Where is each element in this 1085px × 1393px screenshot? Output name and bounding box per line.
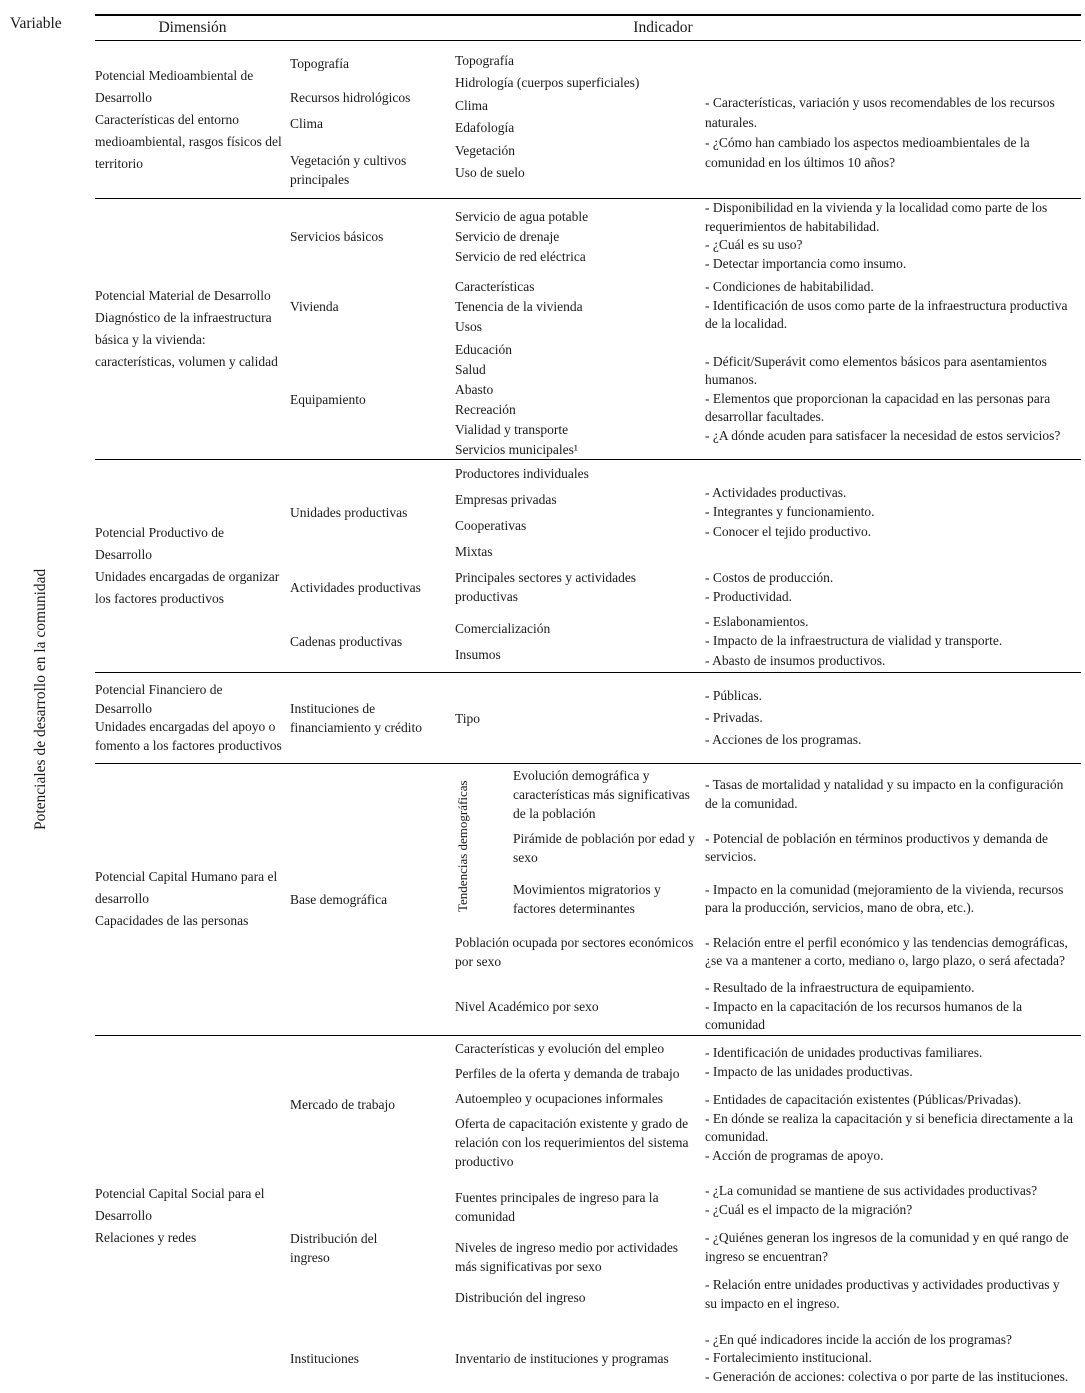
group-description: Relaciones y redes	[95, 1229, 197, 1245]
note-item: - Fortalecimiento institucional.	[705, 1350, 872, 1366]
note-item: - ¿Cómo han cambiado los aspectos medioambientales de la comunidad en los últimos 10 años?	[705, 134, 1030, 170]
indicator-label: Fuentes principales de ingreso para la comunidad	[455, 1190, 659, 1224]
dimension-label: Unidades productivas	[290, 504, 408, 520]
notes-cell	[705, 610, 1081, 672]
indicator-cell	[455, 339, 705, 459]
note-item: - Resultado de la infraestructura de equipamiento.	[705, 980, 975, 995]
note-item: - Características, variación y usos recomendables de los recursos naturales.	[705, 94, 1055, 130]
dimension-label: Topografía	[290, 56, 350, 71]
indicator-cell	[455, 460, 705, 564]
notes-cell	[705, 873, 1081, 925]
indicator-label: Evolución demográfica y características más significativas de la población	[513, 768, 690, 821]
indicator-label: Nivel Académico por sexo	[455, 999, 599, 1015]
note-item: - Abasto de insumos productivos.	[705, 652, 886, 668]
dimension-label: Instituciones	[290, 1351, 359, 1366]
note-item: - Tasas de mortalidad y natalidad y su impacto en la configuración de la comunidad.	[705, 777, 1064, 811]
indicator-label: Insumos	[455, 646, 501, 662]
indicator-label: Vegetación	[455, 142, 515, 158]
indicator-label: Mixtas	[455, 543, 493, 559]
tendencias-demograficas-rotated-label: Tendencias demográficas	[455, 779, 470, 912]
indicator-label: Características	[455, 278, 535, 294]
table-row	[290, 339, 1081, 459]
note-block	[705, 1182, 1075, 1219]
note-item: - Identificación de usos como parte de la infraestructura productiva de la localidad.	[705, 297, 1068, 332]
dimension-label: Actividades productivas	[290, 579, 421, 595]
note-item: - ¿Cuál es su uso?	[705, 237, 803, 252]
table-row	[290, 460, 1081, 564]
note-item: - Potencial de población en términos productivos y demanda de servicios.	[705, 830, 1049, 864]
group-potencial-financiero	[95, 673, 1081, 764]
group-description: Características del entorno medioambiental, rasgos físicos del territorio	[95, 111, 282, 171]
notes-cell	[705, 1322, 1081, 1393]
indicator-label: Inventario de instituciones y programas	[455, 1351, 669, 1366]
note-item: - Detectar importancia como insumo.	[705, 255, 907, 271]
dimension-label: Instituciones de financiamiento y crédito	[290, 700, 422, 735]
indicator-cell	[455, 273, 705, 339]
nested-rows	[513, 766, 1081, 925]
note-item: - ¿A dónde acuden para satisfacer la necesidad de estos servicios?	[705, 427, 1061, 443]
note-block	[705, 1044, 1075, 1081]
dimension-label: Servicios básicos	[290, 228, 384, 244]
notes-cell	[705, 979, 1081, 1035]
indicator-label: Niveles de ingreso medio por actividades más significativas por sexo	[455, 1240, 679, 1274]
indicator-label: Hidrología (cuerpos superficiales)	[455, 75, 640, 90]
group-title: Potencial Productivo de Desarrollo	[95, 525, 224, 562]
notes-cell	[705, 1174, 1081, 1322]
indicator-label: Servicio de red eléctrica	[455, 248, 586, 264]
indicator-label: Cooperativas	[455, 517, 527, 533]
group-rows	[290, 199, 1081, 459]
table-row	[455, 979, 1081, 1035]
note-item: - Identificación de unidades productivas familiares.	[705, 1045, 983, 1060]
table-row	[290, 199, 1081, 273]
note-item: - Relación entre el perfil económico y las tendencias demográficas, ¿se va a mantener a corto, mediano o, largo plazo, o será afectada?	[705, 934, 1068, 968]
note-item: - Públicas.	[705, 688, 762, 703]
note-item: - ¿La comunidad se mantiene de sus actividades productivas?	[705, 1183, 1038, 1198]
notes-cell	[705, 673, 1081, 763]
variable-column-label: Variable	[10, 15, 62, 32]
dimension-label: Distribución del ingreso	[290, 1230, 378, 1265]
dimension-cell	[290, 273, 455, 339]
indicator-cell	[455, 1174, 705, 1322]
indicator-label: Tenencia de la vivienda	[455, 298, 583, 314]
note-item: - Acción de programas de apoyo.	[705, 1147, 884, 1163]
indicator-label: Comercialización	[455, 620, 551, 636]
note-item: - Impacto en la comunidad (mejoramiento de la vivienda, recursos para la producción, servicios, mano de obra, etc.).	[705, 881, 1064, 915]
note-item: - Privadas.	[705, 710, 763, 725]
dimension-label: Clima	[290, 116, 323, 131]
table-row	[290, 610, 1081, 672]
group-title: Potencial Capital Humano para el desarrollo	[95, 869, 278, 907]
header-indicador: Indicador	[633, 19, 693, 36]
dimension-cell	[290, 1174, 455, 1322]
group-rows	[455, 764, 1081, 1035]
dimension-label: Equipamiento	[290, 391, 366, 407]
indicator-label: Tipo	[455, 710, 481, 726]
group-title: Potencial Material de Desarrollo	[95, 288, 271, 303]
note-block	[705, 1091, 1075, 1165]
indicator-cell	[455, 610, 705, 672]
indicator-label: Autoempleo y ocupaciones informales	[455, 1090, 664, 1106]
dimension-cell	[290, 673, 455, 763]
dimension-label: Cadenas productivas	[290, 633, 403, 649]
group-rows	[290, 460, 1081, 672]
indicator-label: Población ocupada por sectores económicos por sexo	[455, 935, 694, 969]
note-block	[705, 1229, 1075, 1266]
table-row	[513, 766, 1081, 823]
indicator-label: Salud	[455, 361, 486, 377]
notes-cell	[705, 199, 1081, 273]
table-row	[290, 273, 1081, 339]
table-row	[290, 1036, 1081, 1174]
indicator-label: Edafología	[455, 120, 515, 135]
table-row	[290, 1322, 1081, 1393]
dimension-cell	[290, 339, 455, 459]
note-item: - Eslabonamientos.	[705, 613, 809, 629]
dimension-cell	[290, 610, 455, 672]
indicator-label: Recreación	[455, 401, 516, 417]
indicator-cell	[455, 199, 705, 273]
table-row	[513, 823, 1081, 873]
group-title: Potencial Medioambiental de Desarrollo	[95, 67, 254, 105]
group-description: Unidades encargadas del apoyo o fomento a los factores productivos	[95, 719, 282, 753]
variable-cell	[95, 1036, 290, 1393]
variable-cell	[95, 673, 290, 763]
indicator-label: Distribución del ingreso	[455, 1290, 586, 1305]
note-item: - Impacto de las unidades productivas.	[705, 1063, 913, 1079]
indicator-label: Perfiles de la oferta y demanda de trabajo	[455, 1065, 680, 1081]
table-row	[455, 925, 1081, 979]
note-item: - Generación de acciones: colectiva o por parte de las instituciones.	[705, 1368, 1069, 1384]
indicator-label: Principales sectores y actividades productivas	[455, 570, 637, 604]
note-item: - Integrantes y funcionamiento.	[705, 504, 875, 520]
indicator-label: Pirámide de población por edad y sexo	[513, 831, 695, 865]
header-dimension: Dimensión	[158, 19, 227, 36]
group-potencial-medioambiental	[95, 41, 1081, 199]
note-block	[705, 1331, 1075, 1387]
note-item: - ¿Quiénes generan los ingresos de la comunidad y en qué rango de ingreso se encuentran?	[705, 1230, 1069, 1264]
indicator-label: Clima	[455, 97, 488, 113]
group-rows	[290, 1036, 1081, 1393]
note-item: - Productividad.	[705, 589, 792, 604]
variable-cell	[95, 41, 290, 198]
indicator-label: Servicio de agua potable	[455, 208, 589, 224]
group-columns	[290, 41, 1081, 198]
group-potencial-productivo	[95, 460, 1081, 673]
indicator-label: Oferta de capacitación existente y grado de relación con los requerimientos del sistema productivo	[455, 1115, 689, 1169]
table-row	[290, 1174, 1081, 1322]
notes-cell	[705, 339, 1081, 459]
group-potencial-material	[95, 199, 1081, 460]
note-item: - ¿Cuál es el impacto de la migración?	[705, 1201, 913, 1217]
note-item: - Condiciones de habitabilidad.	[705, 279, 874, 295]
rotated-label-cell	[455, 766, 513, 925]
note-item: - ¿En qué indicadores incide la acción de los programas?	[705, 1331, 1012, 1347]
indicator-cell	[513, 766, 705, 823]
dimension-label: Mercado de trabajo	[290, 1097, 395, 1112]
notes-cell	[705, 273, 1081, 339]
variable-cell	[95, 764, 290, 1035]
note-item: - Impacto de la infraestructura de vialidad y transporte.	[705, 633, 1003, 649]
indicator-label: Uso de suelo	[455, 165, 525, 180]
notes-cell	[705, 925, 1081, 979]
note-item: - Déficit/Superávit como elementos básicos para asentamientos humanos.	[705, 353, 1047, 388]
notes-cell	[705, 823, 1081, 873]
dimension-label: Vivienda	[290, 298, 339, 314]
dimension-cell	[290, 199, 455, 273]
indicator-label: Servicios municipales¹	[455, 441, 578, 457]
group-rows	[290, 673, 1081, 763]
group-potencial-capital-social	[95, 1036, 1081, 1393]
indicator-list	[455, 41, 705, 198]
indicator-label: Vialidad y transporte	[455, 421, 569, 437]
group-potencial-capital-humano	[95, 764, 1081, 1036]
indicator-label: Servicio de drenaje	[455, 228, 560, 244]
table-row	[290, 673, 1081, 763]
indicator-label: Características y evolución del empleo	[455, 1040, 665, 1056]
table-row	[513, 873, 1081, 925]
dimension-label: Base demográfica	[290, 891, 388, 907]
dimension-cell	[290, 764, 455, 1035]
indicator-label: Movimientos migratorios y factores determinantes	[513, 882, 661, 916]
variable-vertical-label: Potenciales de desarrollo en la comunidad	[32, 568, 49, 830]
table-row	[290, 564, 1081, 610]
note-item: - Relación entre unidades productivas y actividades productivas y su impacto en el ingreso.	[705, 1277, 1060, 1311]
notes-cell	[705, 41, 1081, 198]
variable-cell	[95, 460, 290, 672]
note-item: - Disponibilidad en la vivienda y la localidad como parte de los requerimientos de habitabilidad.	[705, 200, 1048, 234]
note-item: - Entidades de capacitación existentes (Públicas/Privadas).	[705, 1092, 1022, 1107]
note-item: - Acciones de los programas.	[705, 732, 862, 747]
indicator-cell	[455, 673, 705, 763]
indicator-cell	[455, 564, 705, 610]
indicator-cell	[455, 979, 705, 1035]
note-item: - Actividades productivas.	[705, 484, 847, 500]
note-item: - Costos de producción.	[705, 569, 834, 585]
notes-cell	[705, 564, 1081, 610]
variable-cell	[95, 199, 290, 459]
dimension-label: Vegetación y cultivos principales	[290, 153, 407, 187]
potentials-table	[95, 14, 1081, 1393]
dimension-label: Recursos hidrológicos	[290, 90, 411, 105]
note-item: - Elementos que proporcionan la capacidad en las personas para desarrollar facultades.	[705, 390, 1051, 425]
indicator-cell	[513, 823, 705, 873]
notes-cell	[705, 766, 1081, 823]
indicator-cell	[455, 1036, 705, 1174]
notes-cell	[705, 460, 1081, 564]
indicator-label: Educación	[455, 341, 512, 357]
indicator-cell	[455, 1322, 705, 1393]
note-item: - En dónde se realiza la capacitación y si beneficia directamente a la comunidad.	[705, 1110, 1074, 1144]
group-title: Potencial Capital Social para el Desarrollo	[95, 1185, 265, 1223]
indicator-cell	[513, 873, 705, 925]
indicator-cell	[455, 925, 705, 979]
group-description: Diagnóstico de la infraestructura básica y la vivienda: características, volumen y calidad	[95, 310, 278, 369]
note-block	[705, 1276, 1075, 1313]
dimension-cell	[290, 1322, 455, 1393]
indicator-label: Topografía	[455, 52, 515, 68]
note-item: - Conocer el tejido productivo.	[705, 523, 872, 539]
dimension-cell	[290, 1036, 455, 1174]
indicator-label: Abasto	[455, 381, 494, 397]
dimension-cell	[290, 460, 455, 564]
group-description: Unidades encargadas de organizar los factores productivos	[95, 569, 280, 606]
notes-cell	[705, 1036, 1081, 1174]
indicator-label: Empresas privadas	[455, 491, 557, 507]
indicator-label: Usos	[455, 318, 483, 334]
note-item: - Impacto en la capacitación de los recursos humanos de la comunidad	[705, 998, 1023, 1032]
dimension-list	[290, 41, 455, 198]
indicator-label: Productores individuales	[455, 465, 589, 481]
group-title: Potencial Financiero de Desarrollo	[95, 682, 223, 716]
dimension-cell	[290, 564, 455, 610]
group-description: Capacidades de las personas	[95, 913, 249, 929]
table-header-row	[95, 16, 1081, 41]
tendencias-demograficas-block	[455, 766, 1081, 925]
